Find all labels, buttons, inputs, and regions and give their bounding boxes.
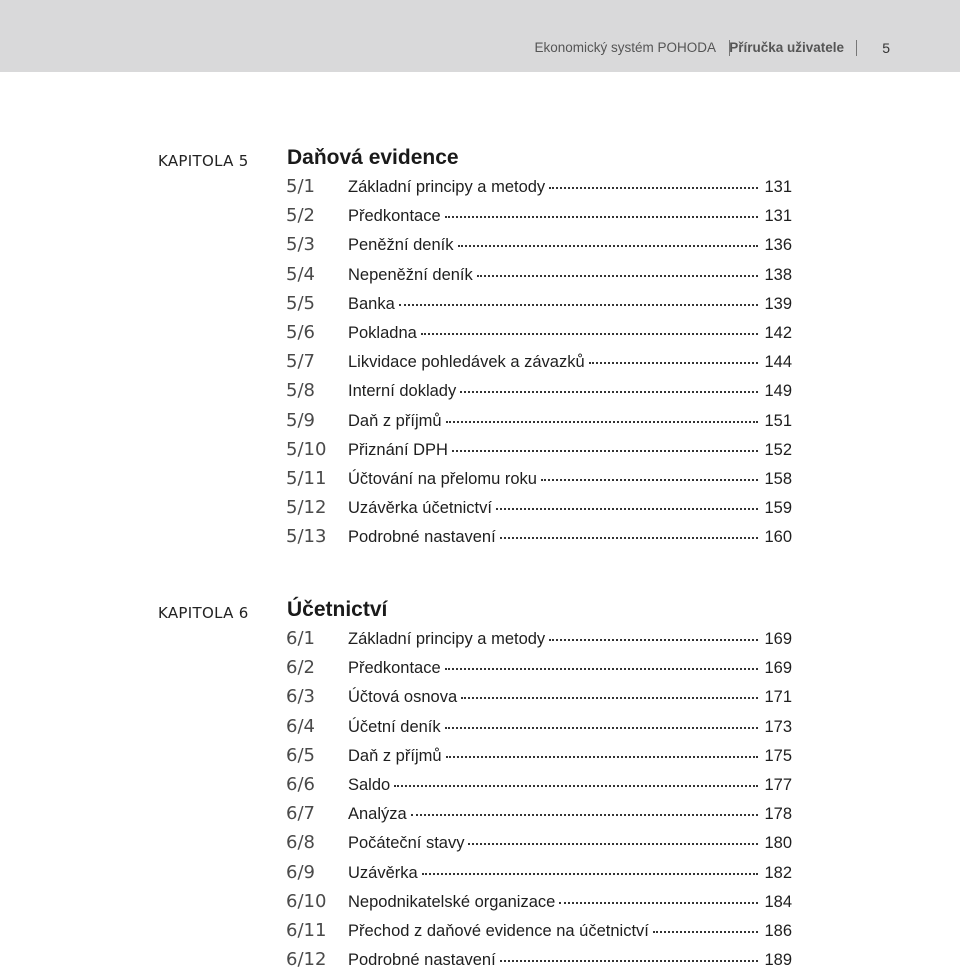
section-title: Uzávěrka účetnictví	[348, 499, 492, 517]
toc-entry[interactable]	[0, 862, 960, 891]
toc-entry-line	[348, 864, 792, 883]
page-header	[0, 0, 960, 72]
toc-entry-line	[348, 776, 792, 795]
section-title: Přechod z daňové evidence na účetnictví	[348, 922, 649, 940]
dot-leader	[399, 304, 759, 306]
page-number: 136	[764, 236, 792, 254]
header-guide-title: Příručka uživatele	[729, 40, 844, 55]
dot-leader	[452, 450, 759, 452]
section-title: Základní principy a metody	[348, 630, 546, 648]
section-title: Účtová osnova	[348, 688, 458, 706]
page-number: 171	[764, 688, 792, 706]
toc-entry[interactable]	[0, 380, 960, 409]
toc-entry[interactable]	[0, 803, 960, 832]
dot-leader	[421, 333, 759, 335]
section-number: 5/1	[286, 176, 315, 197]
dot-leader	[445, 216, 759, 218]
toc-entry[interactable]	[0, 832, 960, 861]
section-title: Nepeněžní deník	[348, 266, 473, 284]
page-number: 189	[764, 951, 792, 969]
section-title: Daň z příjmů	[348, 412, 442, 430]
section-title: Přiznání DPH	[348, 441, 448, 459]
dot-leader	[461, 697, 758, 699]
toc-entry-line	[348, 951, 792, 970]
section-number: 6/1	[286, 628, 315, 649]
page-number: 151	[764, 412, 792, 430]
section-number: 5/12	[286, 497, 327, 518]
section-title: Podrobné nastavení	[348, 951, 496, 969]
page-number: 184	[764, 893, 792, 911]
header-page-number: 5	[882, 40, 890, 56]
toc-entry[interactable]	[0, 891, 960, 920]
page-number: 131	[764, 178, 792, 196]
dot-leader	[549, 639, 758, 641]
toc-entry[interactable]	[0, 526, 960, 555]
section-number: 6/3	[286, 686, 315, 707]
section-title: Nepodnikatelské organizace	[348, 893, 556, 911]
section-number: 6/9	[286, 862, 315, 883]
section-title: Předkontace	[348, 659, 441, 677]
section-number: 5/2	[286, 205, 315, 226]
toc-entry[interactable]	[0, 205, 960, 234]
section-number: 5/7	[286, 351, 315, 372]
page-number: 169	[764, 659, 792, 677]
section-number: 5/8	[286, 380, 315, 401]
dot-leader	[394, 785, 758, 787]
section-title: Saldo	[348, 776, 391, 794]
toc-entry-line	[348, 207, 792, 226]
section-title: Účtování na přelomu roku	[348, 470, 537, 488]
toc-entry-line	[348, 718, 792, 737]
dot-leader	[549, 187, 758, 189]
page-number: 160	[764, 528, 792, 546]
page-number: 139	[764, 295, 792, 313]
toc-entry-line	[348, 266, 792, 285]
dot-leader	[500, 537, 759, 539]
page-number: 182	[764, 864, 792, 882]
page-number: 169	[764, 630, 792, 648]
toc-entry-line	[348, 922, 792, 941]
section-title: Analýza	[348, 805, 407, 823]
page-number: 175	[764, 747, 792, 765]
section-number: 6/10	[286, 891, 327, 912]
section-number: 6/12	[286, 949, 327, 970]
toc-entry[interactable]	[0, 322, 960, 351]
toc-entry[interactable]	[0, 628, 960, 657]
section-number: 6/8	[286, 832, 315, 853]
page-number: 142	[764, 324, 792, 342]
toc-entry-line	[348, 630, 792, 649]
section-title: Pokladna	[348, 324, 417, 342]
toc-entry-line	[348, 499, 792, 518]
toc-entry[interactable]	[0, 234, 960, 263]
section-number: 5/13	[286, 526, 327, 547]
page-number: 138	[764, 266, 792, 284]
section-title: Peněžní deník	[348, 236, 454, 254]
dot-leader	[500, 960, 759, 962]
chapter-title: Účetnictví	[287, 598, 388, 621]
section-title: Banka	[348, 295, 395, 313]
page-number: 173	[764, 718, 792, 736]
toc-entry[interactable]	[0, 716, 960, 745]
section-title: Podrobné nastavení	[348, 528, 496, 546]
page-number: 186	[764, 922, 792, 940]
toc-entry[interactable]	[0, 686, 960, 715]
dot-leader	[541, 479, 759, 481]
toc-entry-line	[348, 441, 792, 460]
page-number: 131	[764, 207, 792, 225]
section-number: 5/9	[286, 410, 315, 431]
toc-entry[interactable]	[0, 774, 960, 803]
dot-leader	[589, 362, 759, 364]
toc-entry[interactable]	[0, 439, 960, 468]
section-number: 6/4	[286, 716, 315, 737]
toc-entry-line	[348, 688, 792, 707]
toc-entry[interactable]	[0, 351, 960, 380]
section-number: 6/11	[286, 920, 327, 941]
header-divider	[856, 40, 857, 56]
dot-leader	[446, 756, 759, 758]
toc-entry-line	[348, 236, 792, 255]
section-number: 6/2	[286, 657, 315, 678]
dot-leader	[445, 668, 759, 670]
toc-entry[interactable]	[0, 176, 960, 205]
dot-leader	[446, 421, 759, 423]
toc-entry-line	[348, 834, 792, 853]
toc-entry[interactable]	[0, 410, 960, 439]
toc-entry[interactable]	[0, 497, 960, 526]
section-title: Likvidace pohledávek a závazků	[348, 353, 585, 371]
dot-leader	[559, 902, 758, 904]
toc-entry[interactable]	[0, 657, 960, 686]
toc-entry-line	[348, 805, 792, 824]
dot-leader	[460, 391, 758, 393]
toc-entry[interactable]	[0, 468, 960, 497]
page-number: 149	[764, 382, 792, 400]
dot-leader	[653, 931, 759, 933]
section-title: Interní doklady	[348, 382, 457, 400]
page-number: 177	[764, 776, 792, 794]
toc-entry-line	[348, 353, 792, 372]
section-number: 6/5	[286, 745, 315, 766]
toc-entry-line	[348, 659, 792, 678]
section-number: 6/7	[286, 803, 315, 824]
toc-entry[interactable]	[0, 745, 960, 774]
section-number: 5/10	[286, 439, 327, 460]
section-number: 5/11	[286, 468, 327, 489]
dot-leader	[411, 814, 759, 816]
toc-entry-line	[348, 295, 792, 314]
chapter-label: KAPITOLA 6	[158, 604, 249, 622]
toc-entry[interactable]	[0, 293, 960, 322]
header-system-name: Ekonomický systém POHODA	[534, 40, 716, 55]
section-title: Daň z příjmů	[348, 747, 442, 765]
dot-leader	[496, 508, 758, 510]
section-number: 5/6	[286, 322, 315, 343]
toc-entry[interactable]	[0, 264, 960, 293]
dot-leader	[422, 873, 759, 875]
dot-leader	[468, 843, 758, 845]
section-title: Uzávěrka	[348, 864, 418, 882]
section-title: Účetní deník	[348, 718, 441, 736]
page-number: 178	[764, 805, 792, 823]
toc-entry-line	[348, 178, 792, 197]
section-number: 5/3	[286, 234, 315, 255]
page-number: 159	[764, 499, 792, 517]
chapter-label: KAPITOLA 5	[158, 152, 249, 170]
page-number: 144	[764, 353, 792, 371]
toc-entry-line	[348, 528, 792, 547]
page-number: 158	[764, 470, 792, 488]
page-number: 180	[764, 834, 792, 852]
dot-leader	[477, 275, 759, 277]
section-number: 5/5	[286, 293, 315, 314]
section-title: Předkontace	[348, 207, 441, 225]
section-number: 5/4	[286, 264, 315, 285]
toc-entry-line	[348, 324, 792, 343]
section-number: 6/6	[286, 774, 315, 795]
page-number: 152	[764, 441, 792, 459]
dot-leader	[445, 727, 759, 729]
section-title: Základní principy a metody	[348, 178, 546, 196]
section-title: Počáteční stavy	[348, 834, 465, 852]
toc-entry-line	[348, 412, 792, 431]
toc-entry-line	[348, 470, 792, 489]
dot-leader	[458, 245, 759, 247]
toc-entry-line	[348, 893, 792, 912]
toc-entry-line	[348, 747, 792, 766]
toc-entry-line	[348, 382, 792, 401]
toc-entry[interactable]	[0, 920, 960, 949]
chapter-title: Daňová evidence	[287, 146, 459, 169]
